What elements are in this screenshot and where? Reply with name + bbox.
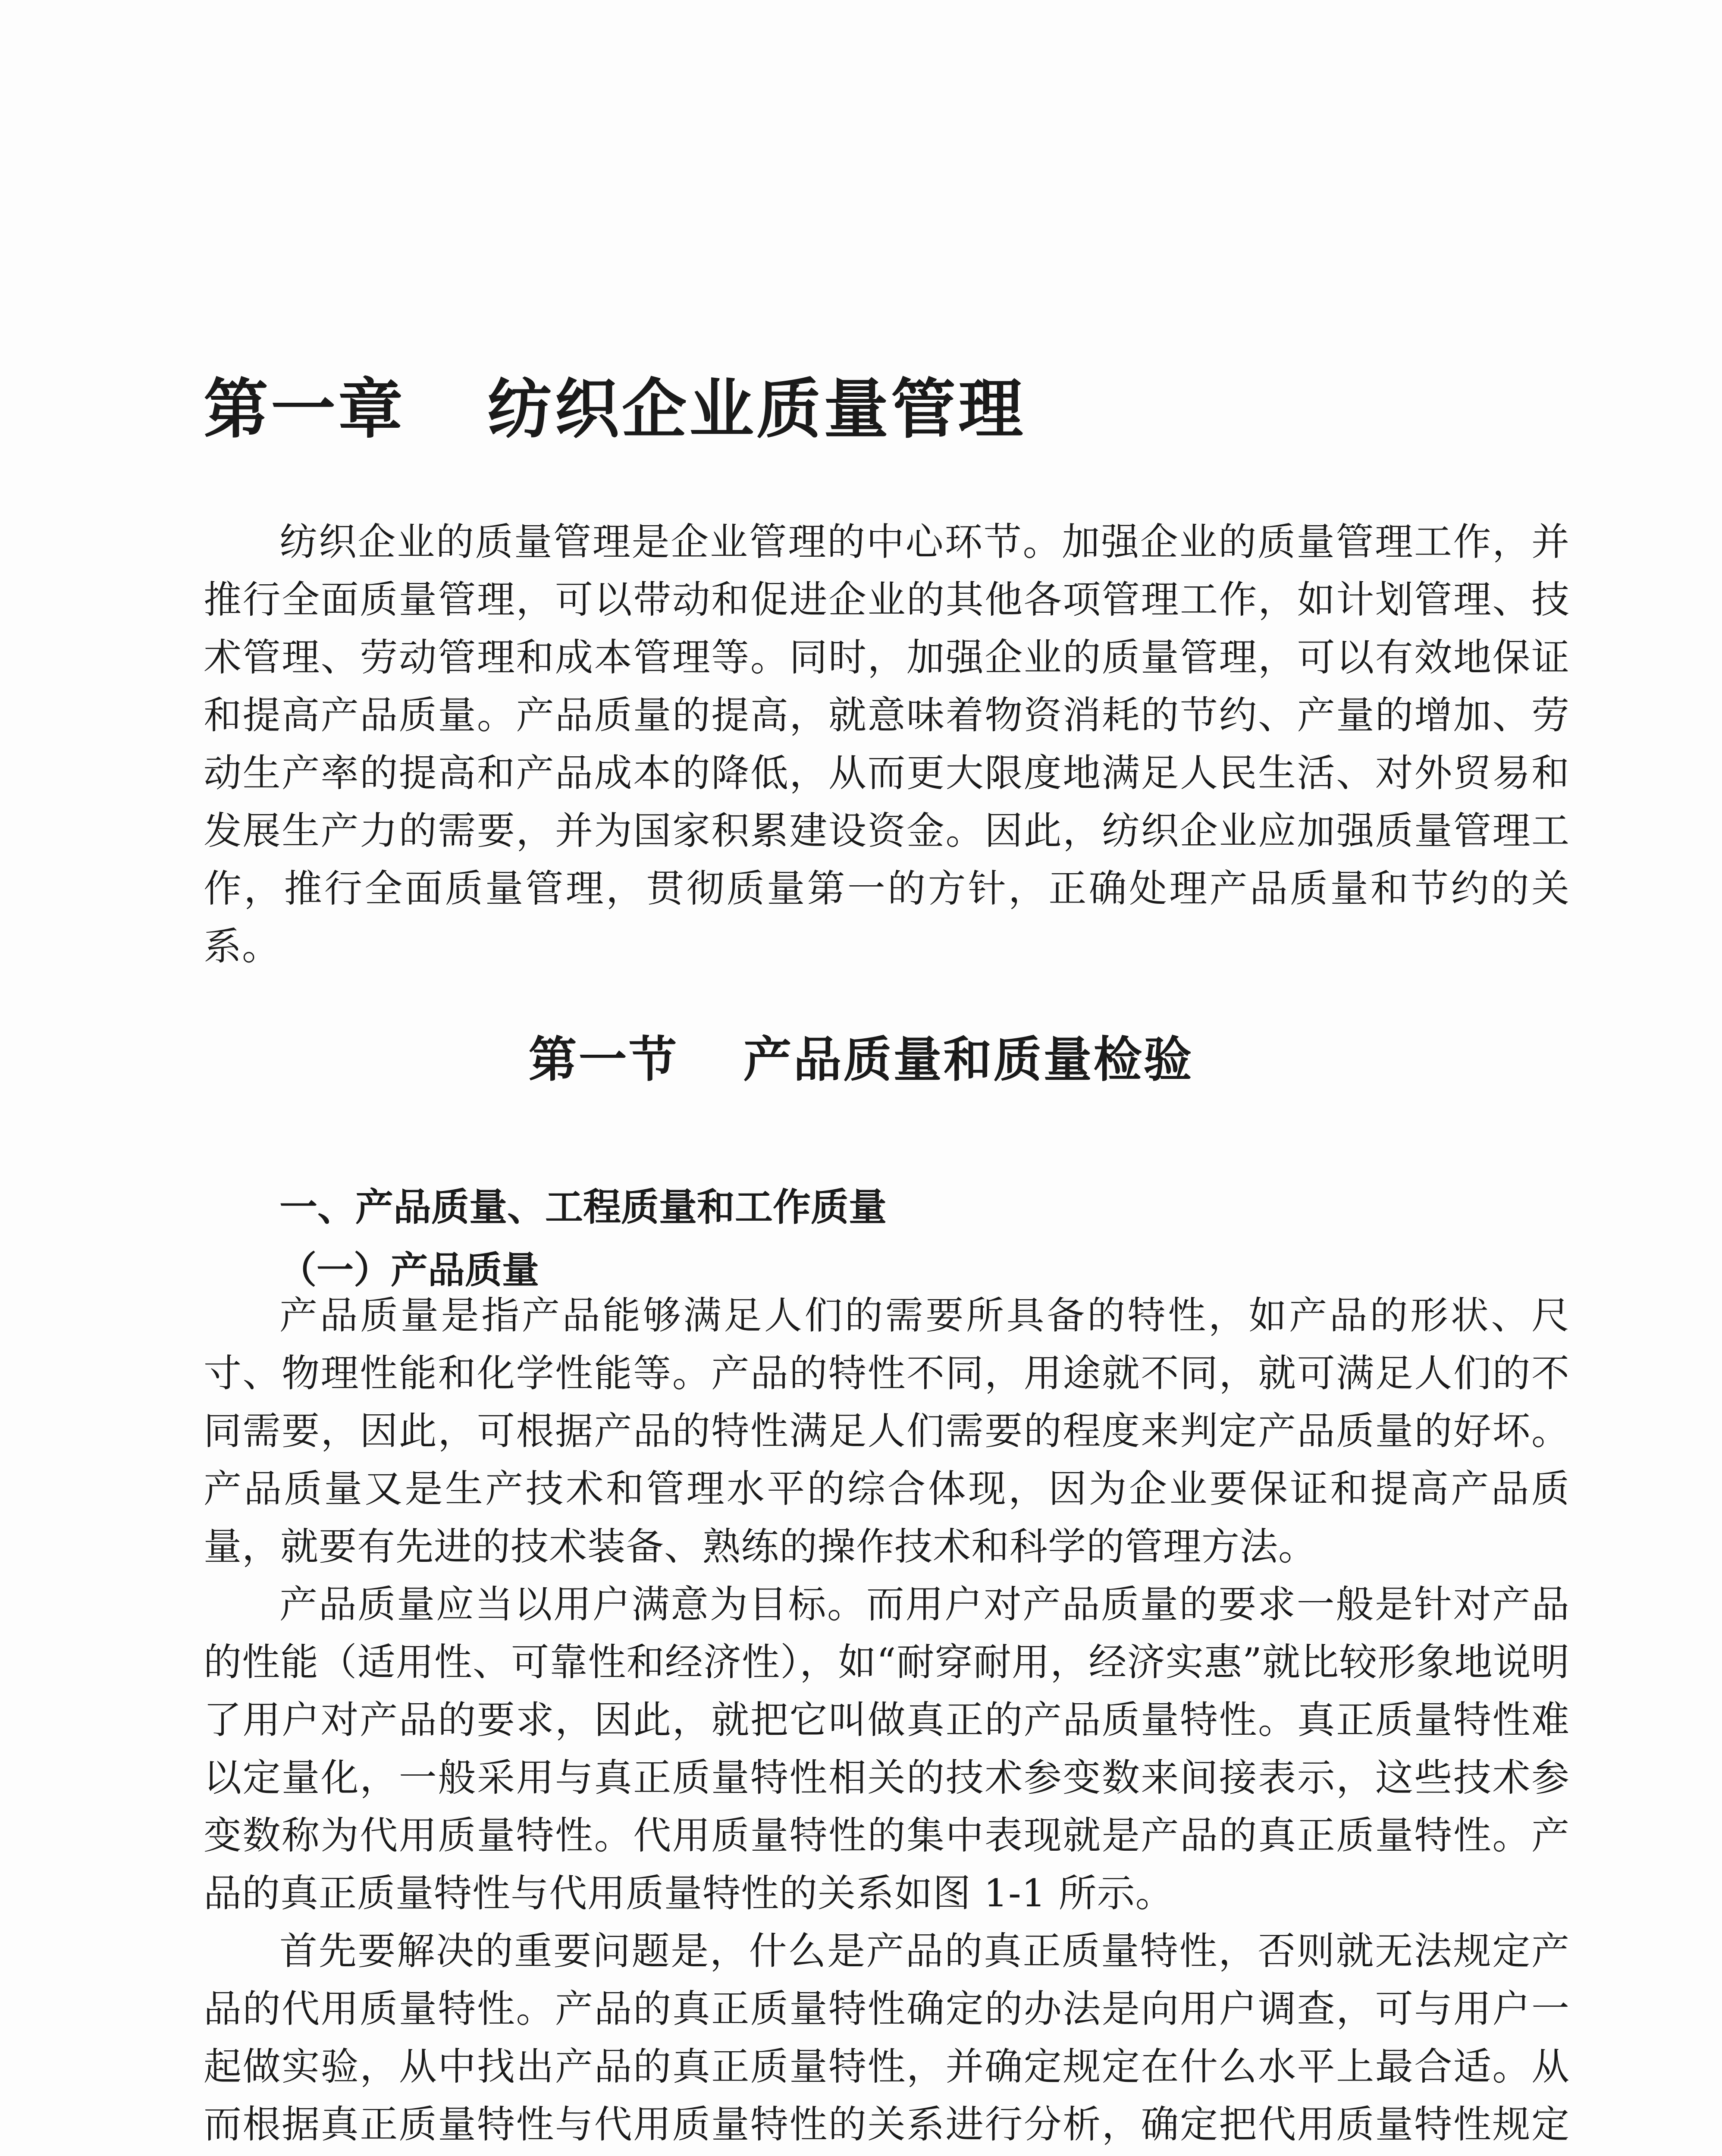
chapter-label: 第一章: [204, 371, 406, 447]
section-label: 第一节: [528, 1032, 679, 1088]
body-block: [204, 1287, 1570, 2156]
chapter-title: [204, 357, 1026, 450]
sub-subsection-heading: （一）产品质量: [279, 1249, 539, 1292]
intro-block: [204, 513, 1570, 975]
subsection-heading: 一、产品质量、工程质量和工作质量: [279, 1185, 887, 1229]
chapter-name: 纺织企业质量管理: [487, 371, 1026, 447]
section-title: [0, 1021, 1722, 1091]
intro-paragraph: 纺织企业的质量管理是企业管理的中心环节。加强企业的质量管理工作，并推行全面质量管理，可以带动和促进企业的其他各项管理工作，如计划管理、技术管理、劳动管理和成本管理等。同时，加强企业的质量管理，可以有效地保证和提高产品质量。产品质量的提高，就意味着物资消耗的节约、产量的增加、劳动生产率的提高和产品成本的降低，从而更大限度地满足人民生活、对外贸易和发展生产力的需要，并为国家积累建设资金。因此，纺织企业应加强质量管理工作，推行全面质量管理，贯彻质量第一的方针，正确处理产品质量和节约的关系。: [204, 520, 1570, 968]
section-name: 产品质量和质量检验: [743, 1032, 1194, 1088]
body-paragraph: 产品质量是指产品能够满足人们的需要所具备的特性，如产品的形状、尺寸、物理性能和化学性能等。产品的特性不同，用途就不同，就可满足人们的不同需要，因此，可根据产品的特性满足人们需要的程度来判定产品质量的好坏。产品质量又是生产技术和管理水平的综合体现，因为企业要保证和提高产品质量，就要有先进的技术装备、熟练的操作技术和科学的管理方法。: [204, 1293, 1570, 1569]
body-paragraph: 产品质量应当以用户满意为目标。而用户对产品质量的要求一般是针对产品的性能（适用性、可靠性和经济性），如“耐穿耐用，经济实惠”就比较形象地说明了用户对产品的要求，因此，就把它叫做真正的产品质量特性。真正质量特性难以定量化，一般采用与真正质量特性相关的技术参变数来间接表示，这些技术参变数称为代用质量特性。代用质量特性的集中表现就是产品的真正质量特性。产品的真正质量特性与代用质量特性的关系如图 1-1 所示。: [204, 1582, 1570, 1915]
body-paragraph: 首先要解决的重要问题是，什么是产品的真正质量特性，否则就无法规定产品的代用质量特性。产品的真正质量特性确定的办法是向用户调查，可与用户一起做实验，从中找出产品的真正质量特性，并确定规定在什么水平上最合适。从而根据真正质量特性与代用质量特性的关系进行分析，确定把代用质量特性规定: [204, 1929, 1570, 2147]
